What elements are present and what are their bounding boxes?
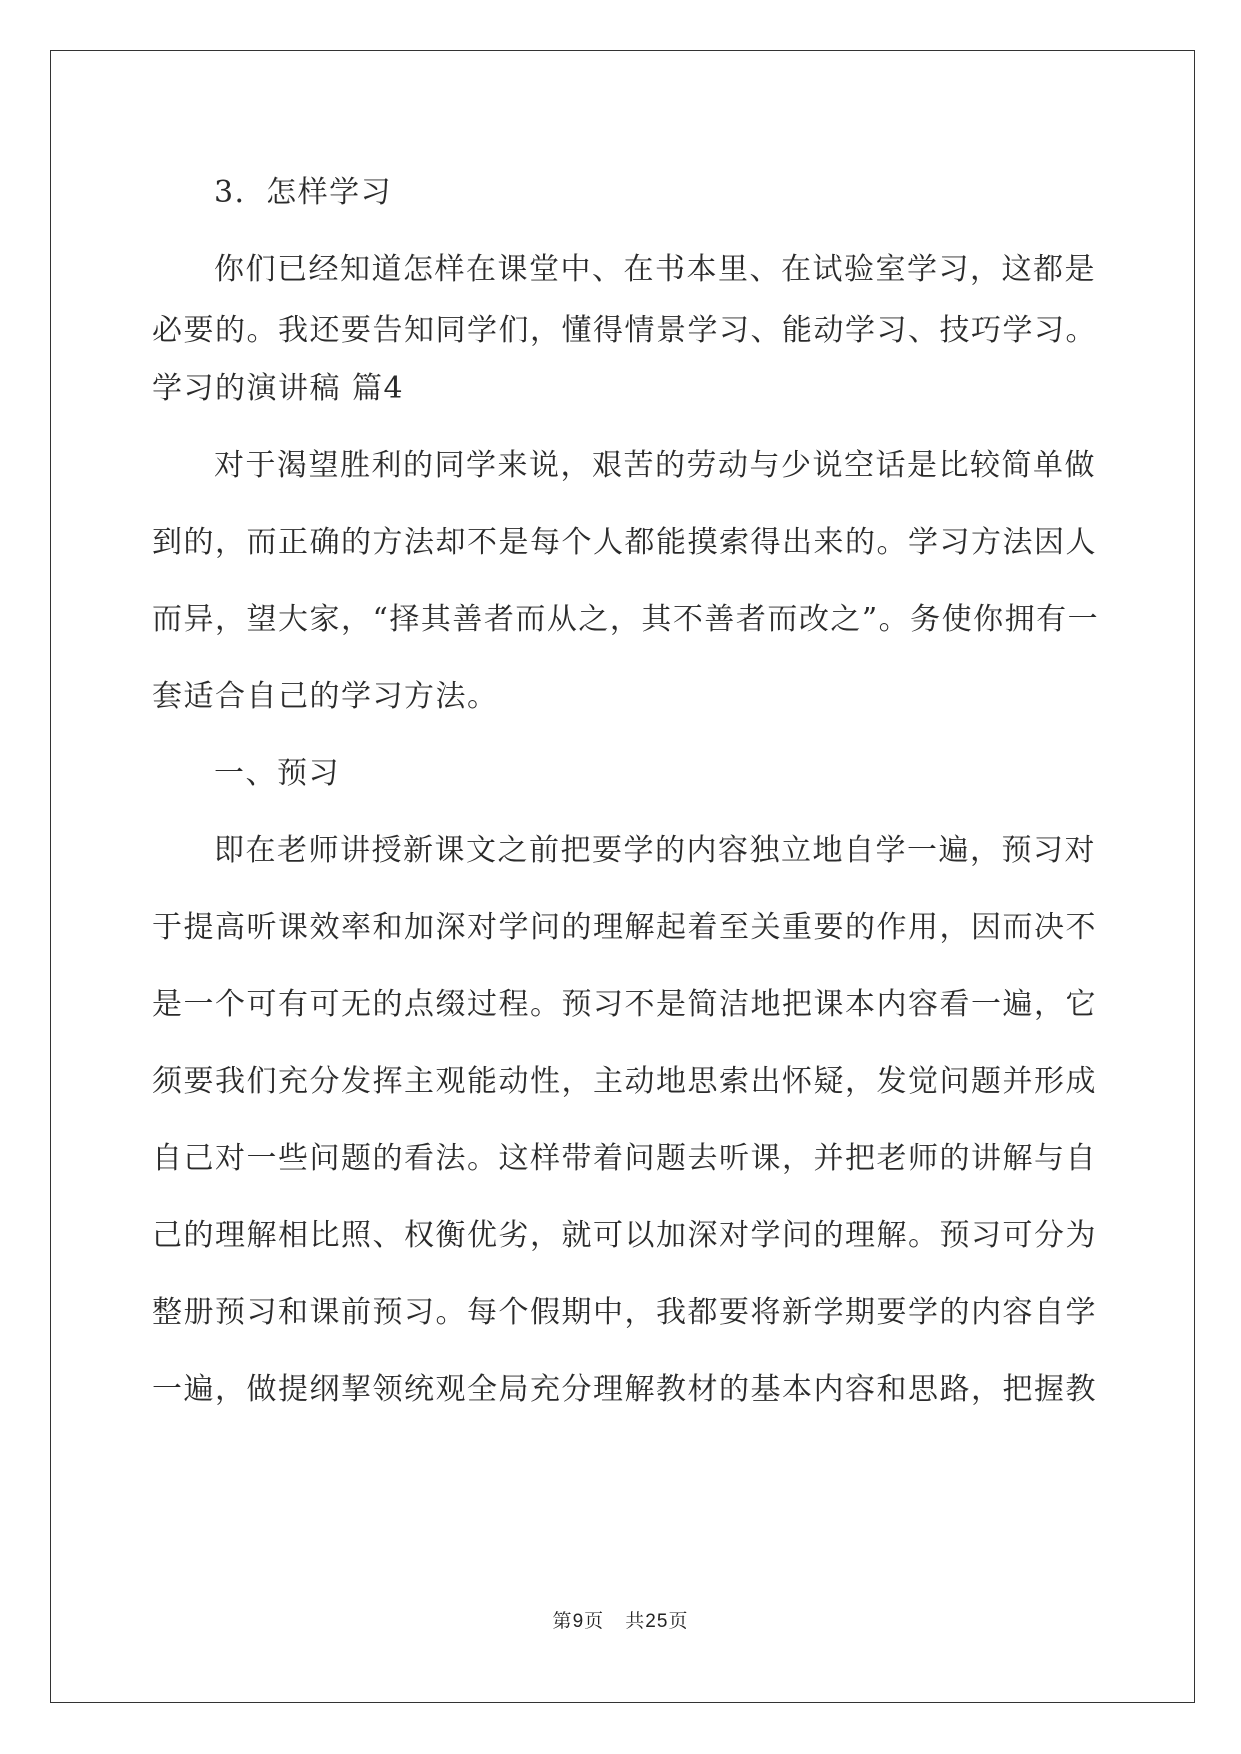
footer-page-prefix: 第	[552, 1610, 573, 1632]
paragraph-line: 须要我们充分发挥主观能动性，主动地思索出怀疑，发觉问题并形成	[152, 1064, 1097, 1099]
paragraph-line: 于提高听课效率和加深对学问的理解起着至关重要的作用，因而决不	[152, 910, 1097, 945]
paragraph-line: 而异，望大家，“择其善者而从之，其不善者而改之”。务使你拥有一	[152, 602, 1100, 637]
footer-current-page: 9	[572, 1611, 585, 1632]
paragraph-line: 即在老师讲授新课文之前把要学的内容独立地自学一遍，预习对	[214, 833, 1096, 868]
paragraph-line: 到的，而正确的方法却不是每个人都能摸索得出来的。学习方法因人	[152, 525, 1097, 560]
footer-total-unit: 页	[668, 1610, 689, 1632]
document-body	[152, 162, 1100, 1420]
paragraph-line: 整册预习和课前预习。每个假期中，我都要将新学期要学的内容自学	[152, 1295, 1097, 1330]
paragraph-line: 己的理解相比照、权衡优劣，就可以加深对学问的理解。预习可分为	[152, 1218, 1097, 1253]
paragraph-line: 对于渴望胜利的同学来说，艰苦的劳动与少说空话是比较简单做	[214, 448, 1096, 483]
paragraph-line: 你们已经知道怎样在课堂中、在书本里、在试验室学习，这都是	[214, 252, 1096, 287]
page-footer	[0, 1606, 1241, 1633]
paragraph-line: 必要的。我还要告知同学们，懂得情景学习、能动学习、技巧学习。	[152, 313, 1097, 348]
paragraph-line: 套适合自己的学习方法。	[152, 679, 499, 714]
paragraph-line: 自己对一些问题的看法。这样带着问题去听课，并把老师的讲解与自	[152, 1141, 1097, 1176]
article-title: 学习的演讲稿 篇4	[152, 371, 405, 406]
section-heading-how-to-learn: 3．怎样学习	[214, 175, 393, 210]
footer-page-unit: 页	[584, 1610, 605, 1632]
footer-total-prefix: 共	[625, 1610, 646, 1632]
footer-total-pages: 25	[645, 1611, 669, 1632]
paragraph-line: 一遍，做提纲挈领统观全局充分理解教材的基本内容和思路，把握教	[152, 1372, 1097, 1407]
paragraph-line: 是一个可有可无的点缀过程。预习不是简洁地把课本内容看一遍，它	[152, 987, 1097, 1022]
section-heading-preview: 一、预习	[214, 756, 340, 791]
